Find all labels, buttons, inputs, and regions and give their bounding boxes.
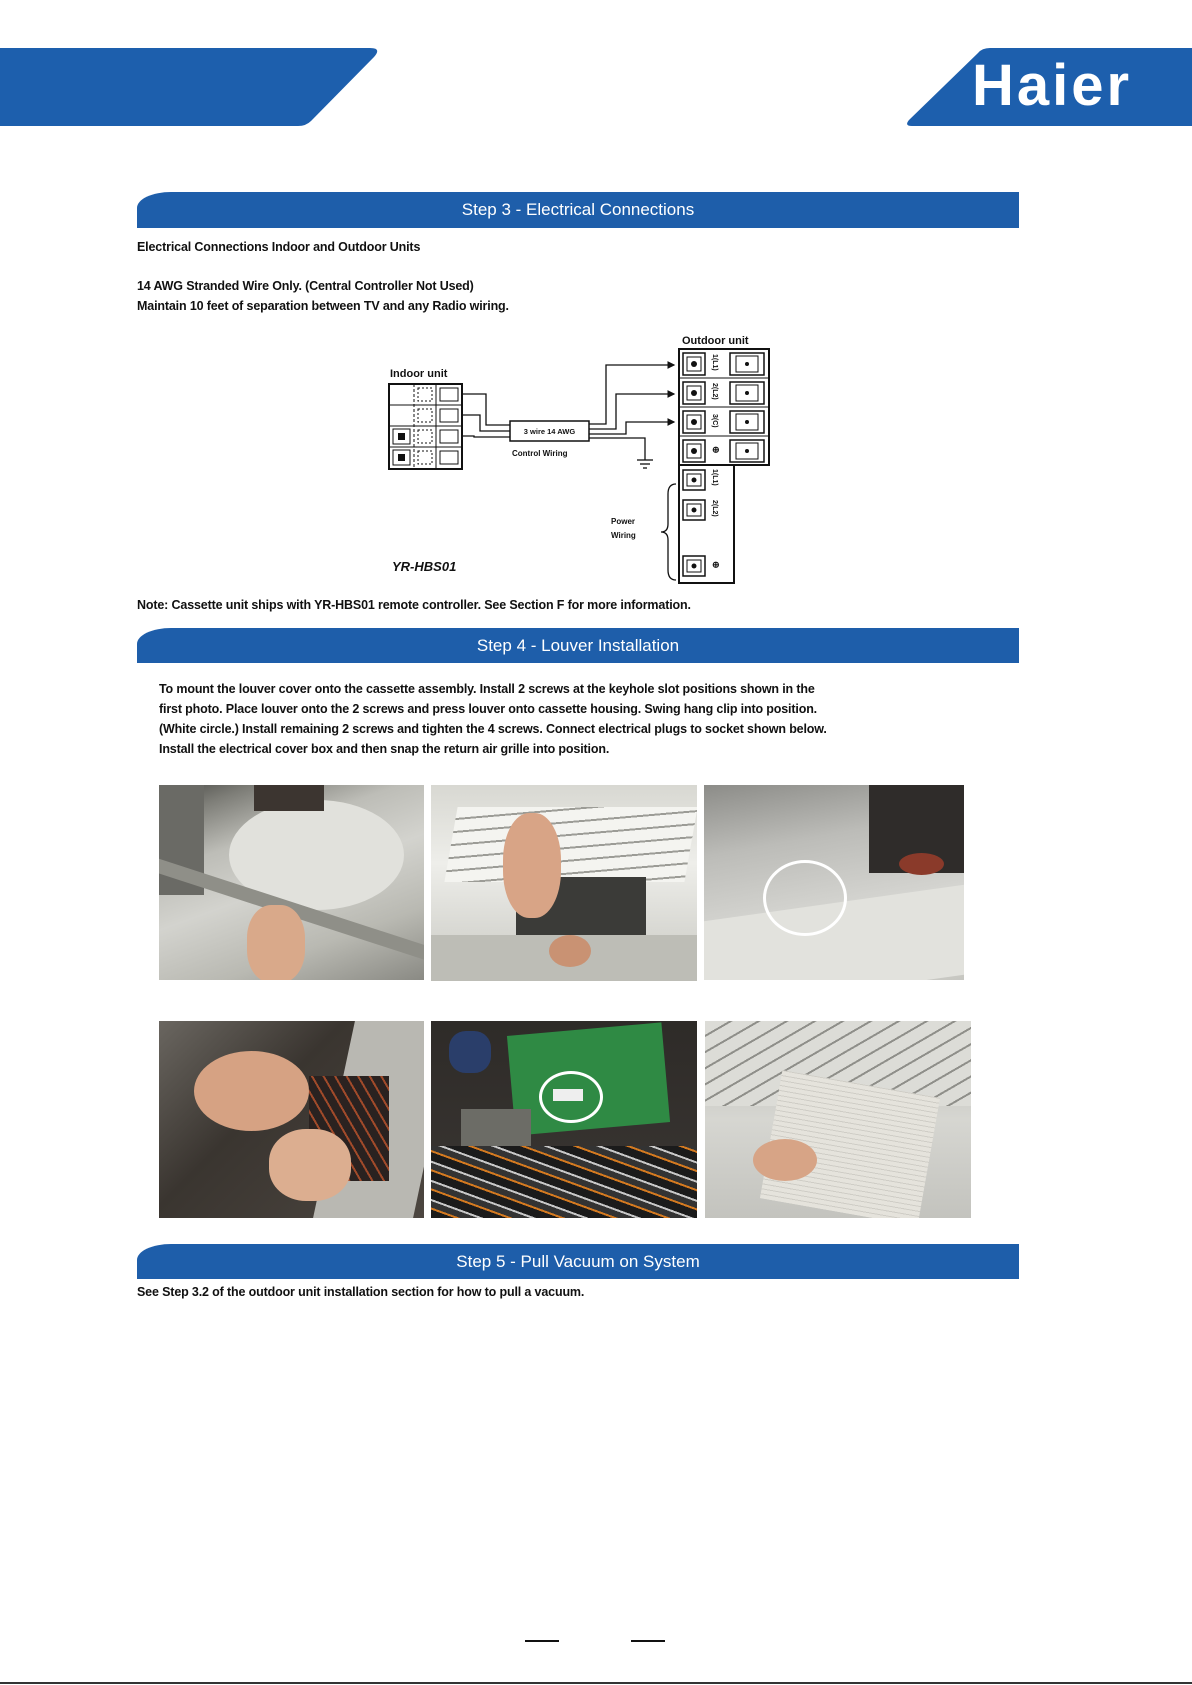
remote-model-label: YR-HBS01 <box>392 559 457 574</box>
step4-paragraph-line-2: first photo. Place louver onto the 2 screws and press louver onto cassette housing. Swing hang clip into position. <box>159 702 817 716</box>
step4-paragraph-line-3: (White circle.) Install remaining 2 screws and tighten the 4 screws. Connect electrical plugs to socket shown below. <box>159 722 827 736</box>
photo-detail <box>254 785 324 811</box>
outdoor-terminal-label-3: 3(C) <box>711 414 718 428</box>
page-number-underline-right <box>631 1640 665 1642</box>
step3-separation-note: Maintain 10 feet of separation between TV and any Radio wiring. <box>137 299 509 313</box>
hand <box>503 813 561 918</box>
photo-detail <box>899 853 944 875</box>
photo-return-air-grille <box>705 1021 971 1218</box>
power-wiring-label-line2: Wiring <box>611 531 636 540</box>
hand <box>549 935 591 967</box>
photo-place-louver <box>431 785 697 981</box>
step4-header: Step 4 - Louver Installation <box>137 628 1019 663</box>
step5-header: Step 5 - Pull Vacuum on System <box>137 1244 1019 1279</box>
power-wiring-label-line1: Power <box>611 517 636 526</box>
hand <box>269 1129 351 1201</box>
outdoor-unit-label: Outdoor unit <box>682 335 749 347</box>
control-wiring-label: Control Wiring <box>512 449 568 458</box>
outdoor-power-terminal-block <box>679 465 734 583</box>
step3-header: Step 3 - Electrical Connections <box>137 192 1019 228</box>
outdoor-terminal-label-1: 1(L1) <box>711 354 718 371</box>
photo-electrical-plugs <box>431 1021 697 1218</box>
page-number-underline-left <box>525 1640 559 1642</box>
wiring-diagram <box>380 330 780 592</box>
control-wires-indoor <box>462 394 510 437</box>
step3-note: Note: Cassette unit ships with YR-HBS01 remote controller. See Section F for more information. <box>137 598 691 612</box>
photo-hang-clip <box>704 785 964 980</box>
header-banner-left <box>0 48 377 126</box>
hand <box>194 1051 309 1131</box>
outdoor-terminal-label-ground: ⊕ <box>711 446 721 454</box>
outdoor-control-terminal-block <box>679 349 769 465</box>
ground-icon <box>637 460 653 468</box>
hand <box>247 905 305 980</box>
haier-logo: Haier <box>972 53 1133 118</box>
wires <box>431 1146 697 1218</box>
power-wiring-brace <box>661 484 676 580</box>
step4-paragraph-line-4: Install the electrical cover box and then snap the return air grille into position. <box>159 742 610 756</box>
indoor-terminal-block <box>389 384 462 469</box>
power-terminal-label-1: 1(L1) <box>711 469 718 486</box>
hand <box>753 1139 817 1181</box>
outdoor-terminal-label-2: 2(L2) <box>711 383 718 400</box>
photo-install-screws <box>159 1021 424 1218</box>
step3-wire-spec: 14 AWG Stranded Wire Only. (Central Controller Not Used) <box>137 279 474 293</box>
indoor-unit-label: Indoor unit <box>390 368 448 380</box>
power-terminal-label-2: 2(L2) <box>711 500 718 517</box>
photo-detail <box>449 1031 491 1073</box>
highlight-circle <box>539 1071 603 1123</box>
photo-detail <box>444 807 697 882</box>
page-bottom-rule <box>0 1682 1192 1684</box>
highlight-circle <box>763 860 847 936</box>
step4-paragraph-line-1: To mount the louver cover onto the cassette assembly. Install 2 screws at the keyhole slot positions shown in the <box>159 682 815 696</box>
wire-spec-label: 3 wire 14 AWG <box>523 427 576 436</box>
photo-louver-keyhole-screws <box>159 785 424 980</box>
step5-text: See Step 3.2 of the outdoor unit installation section for how to pull a vacuum. <box>137 1285 585 1299</box>
control-wires-outdoor <box>589 365 674 460</box>
step3-subtitle: Electrical Connections Indoor and Outdoor Units <box>137 240 421 254</box>
power-terminal-label-ground: ⊕ <box>711 561 721 569</box>
